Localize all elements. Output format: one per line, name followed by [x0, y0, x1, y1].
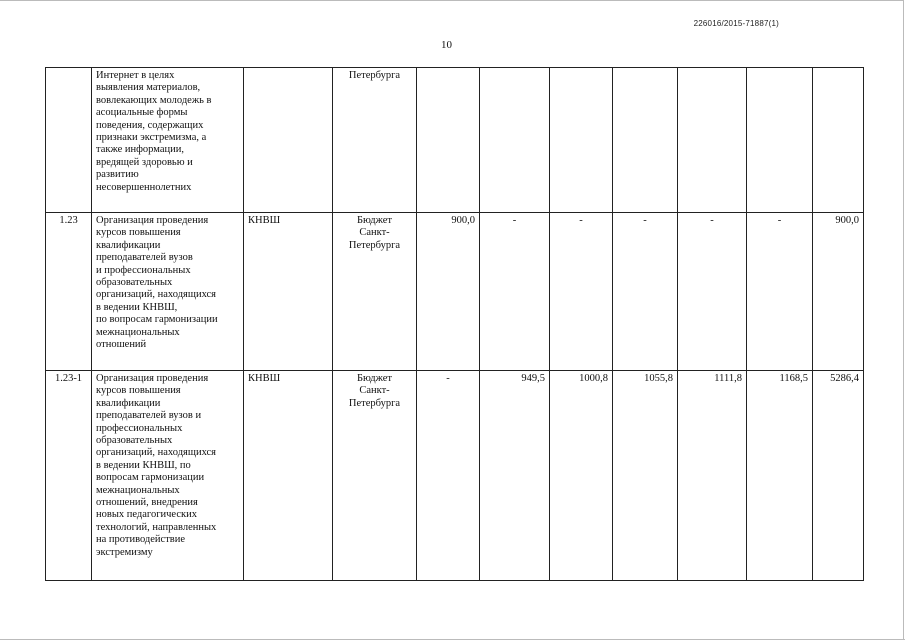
value-year-3: 1000,8 — [550, 371, 613, 581]
activity-name-text: Организация проведения курсов повышения квалификации преподавателей вузов и профессиональных образовательных организаций, находящихся в ведении КНВШ, по вопросам гармонизации межнациональных отношений, внедрения новых педагогических технологий, направленных на противодействие экстремизму — [96, 373, 217, 558]
funding-source-text: Бюджет Санкт- Петербурга — [348, 373, 401, 409]
executor: КНВШ — [244, 213, 333, 371]
table-row — [46, 213, 864, 371]
activity-name-text: Интернет в целях выявления материалов, вовлекающих молодежь в асоциальные формы поведения, содержащих признаки экстремизма, а также информации, вредящей здоровью и развитию несовершеннолетних — [96, 70, 212, 193]
value-year-4: 1055,8 — [613, 371, 678, 581]
row-number — [46, 68, 92, 213]
activity-name-text: Организация проведения курсов повышения квалификации преподавателей вузов и профессиональных образовательных организаций, находящихся в ведении КНВШ, по вопросам гармонизации межнациональных отношений — [96, 215, 218, 351]
table-row — [46, 68, 864, 213]
page-number: 10 — [441, 39, 452, 51]
value-year-2: - — [480, 213, 550, 371]
row-number: 1.23-1 — [46, 371, 92, 581]
funding-source-text: Петербурга — [348, 70, 401, 81]
value-year-1 — [417, 68, 480, 213]
document-code: 226016/2015-71887(1) — [693, 19, 779, 28]
funding-source — [333, 371, 417, 581]
row-number: 1.23 — [46, 213, 92, 371]
activity-name — [92, 68, 244, 213]
program-table — [45, 67, 864, 581]
table-row — [46, 371, 864, 581]
executor: КНВШ — [244, 371, 333, 581]
activity-name — [92, 213, 244, 371]
value-total: 900,0 — [813, 213, 864, 371]
value-year-5: - — [678, 213, 747, 371]
value-year-5: 1111,8 — [678, 371, 747, 581]
funding-source — [333, 213, 417, 371]
value-year-5 — [678, 68, 747, 213]
value-year-4: - — [613, 213, 678, 371]
value-year-2 — [480, 68, 550, 213]
value-year-6 — [747, 68, 813, 213]
funding-source-text: Бюджет Санкт- Петербурга — [348, 215, 401, 251]
value-total: 5286,4 — [813, 371, 864, 581]
activity-name — [92, 371, 244, 581]
value-total — [813, 68, 864, 213]
value-year-3 — [550, 68, 613, 213]
funding-source — [333, 68, 417, 213]
value-year-2: 949,5 — [480, 371, 550, 581]
value-year-6: 1168,5 — [747, 371, 813, 581]
value-year-1: 900,0 — [417, 213, 480, 371]
value-year-1: - — [417, 371, 480, 581]
value-year-6: - — [747, 213, 813, 371]
value-year-4 — [613, 68, 678, 213]
value-year-3: - — [550, 213, 613, 371]
executor — [244, 68, 333, 213]
